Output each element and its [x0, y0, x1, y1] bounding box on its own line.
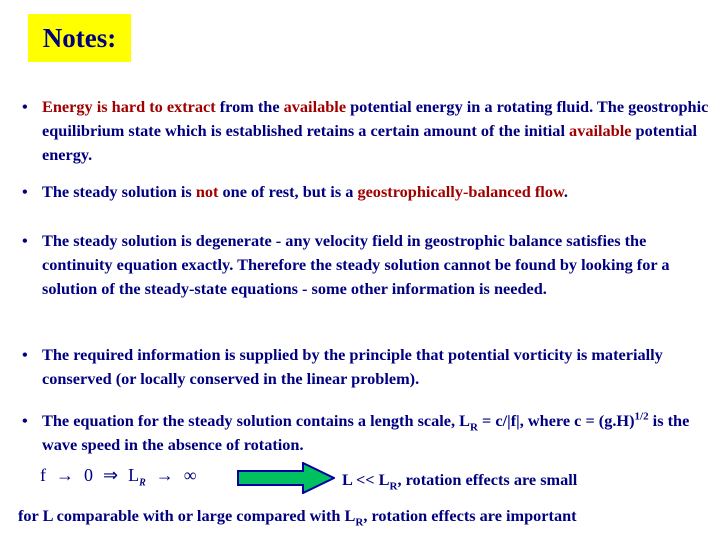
formula-implies: ⇒: [103, 465, 119, 485]
bullet-2-text-2: one of rest, but is a: [218, 182, 358, 201]
bullet-5-text-3: is the wave speed in the absence of rotation.: [42, 411, 690, 454]
bullet-1-text-3: potential energy.: [42, 121, 698, 164]
bullet-4-text: The required information is supplied by the principle that potential vorticity is materially conserved (or locally conserved in the linear problem).: [42, 345, 663, 388]
bullet-dot: •: [22, 231, 28, 250]
bullet-3-text: The steady solution is degenerate - any velocity field in geostrophic balance satisfies the continuity equation exactly. Therefore the steady solution cannot be found by looking for a solution of the steady-state equations - some other information is needed.: [42, 231, 670, 298]
bullet-2-text: The steady solution is: [42, 182, 196, 201]
bullet-1-highlight: Energy is hard to extract: [42, 97, 216, 116]
bullet-2-not: not: [195, 182, 219, 201]
notes-title: Notes:: [28, 14, 131, 62]
bullet-5-superscript: 1/2: [634, 410, 649, 423]
formula-f: f: [40, 465, 46, 485]
formula-arrow-2: →: [155, 465, 174, 485]
bullet-1-available: available: [283, 97, 347, 116]
bullet-5-text: The equation for the steady solution contains a length scale, L: [42, 411, 471, 430]
formula-infinity: ∞: [183, 465, 197, 485]
bullet-dot: •: [22, 411, 28, 430]
bullet-1-text-2: potential energy in a rotating fluid. The geostrophic equilibrium state which is established retains a certain amount of the initial: [42, 97, 709, 140]
bullet-degenerate: [22, 229, 712, 301]
bullet-length-scale: [22, 409, 712, 457]
right-arrow-icon: [237, 462, 335, 494]
bullet-dot: •: [22, 182, 28, 201]
bullet-5-text-2: = c/|f|, where c = (g.H): [477, 411, 635, 430]
formula-arrow: →: [56, 465, 74, 485]
bullet-5-subscript: R: [470, 421, 478, 434]
rotation-important-line: for L comparable with or large compared with $L_R$, rotation effects are important: [18, 506, 577, 529]
formula-L: $L_R$: [128, 465, 146, 489]
bullet-1-text: from the: [215, 97, 284, 116]
formula-zero: 0: [84, 465, 93, 485]
bullet-1-available-2: available: [569, 121, 632, 140]
bullet-energy: [22, 95, 712, 167]
bullet-potential-vorticity: [22, 343, 712, 391]
bullet-2-text-3: .: [563, 182, 568, 201]
limit-formula: [40, 465, 197, 489]
bullet-steady-solution: [22, 180, 712, 204]
bullet-dot: •: [22, 97, 28, 116]
rotation-small-line: $L << L_R$, rotation effects are small: [342, 470, 578, 493]
bullet-2-flow: geostrophically-balanced flow: [357, 182, 564, 201]
bullet-dot: •: [22, 345, 28, 364]
